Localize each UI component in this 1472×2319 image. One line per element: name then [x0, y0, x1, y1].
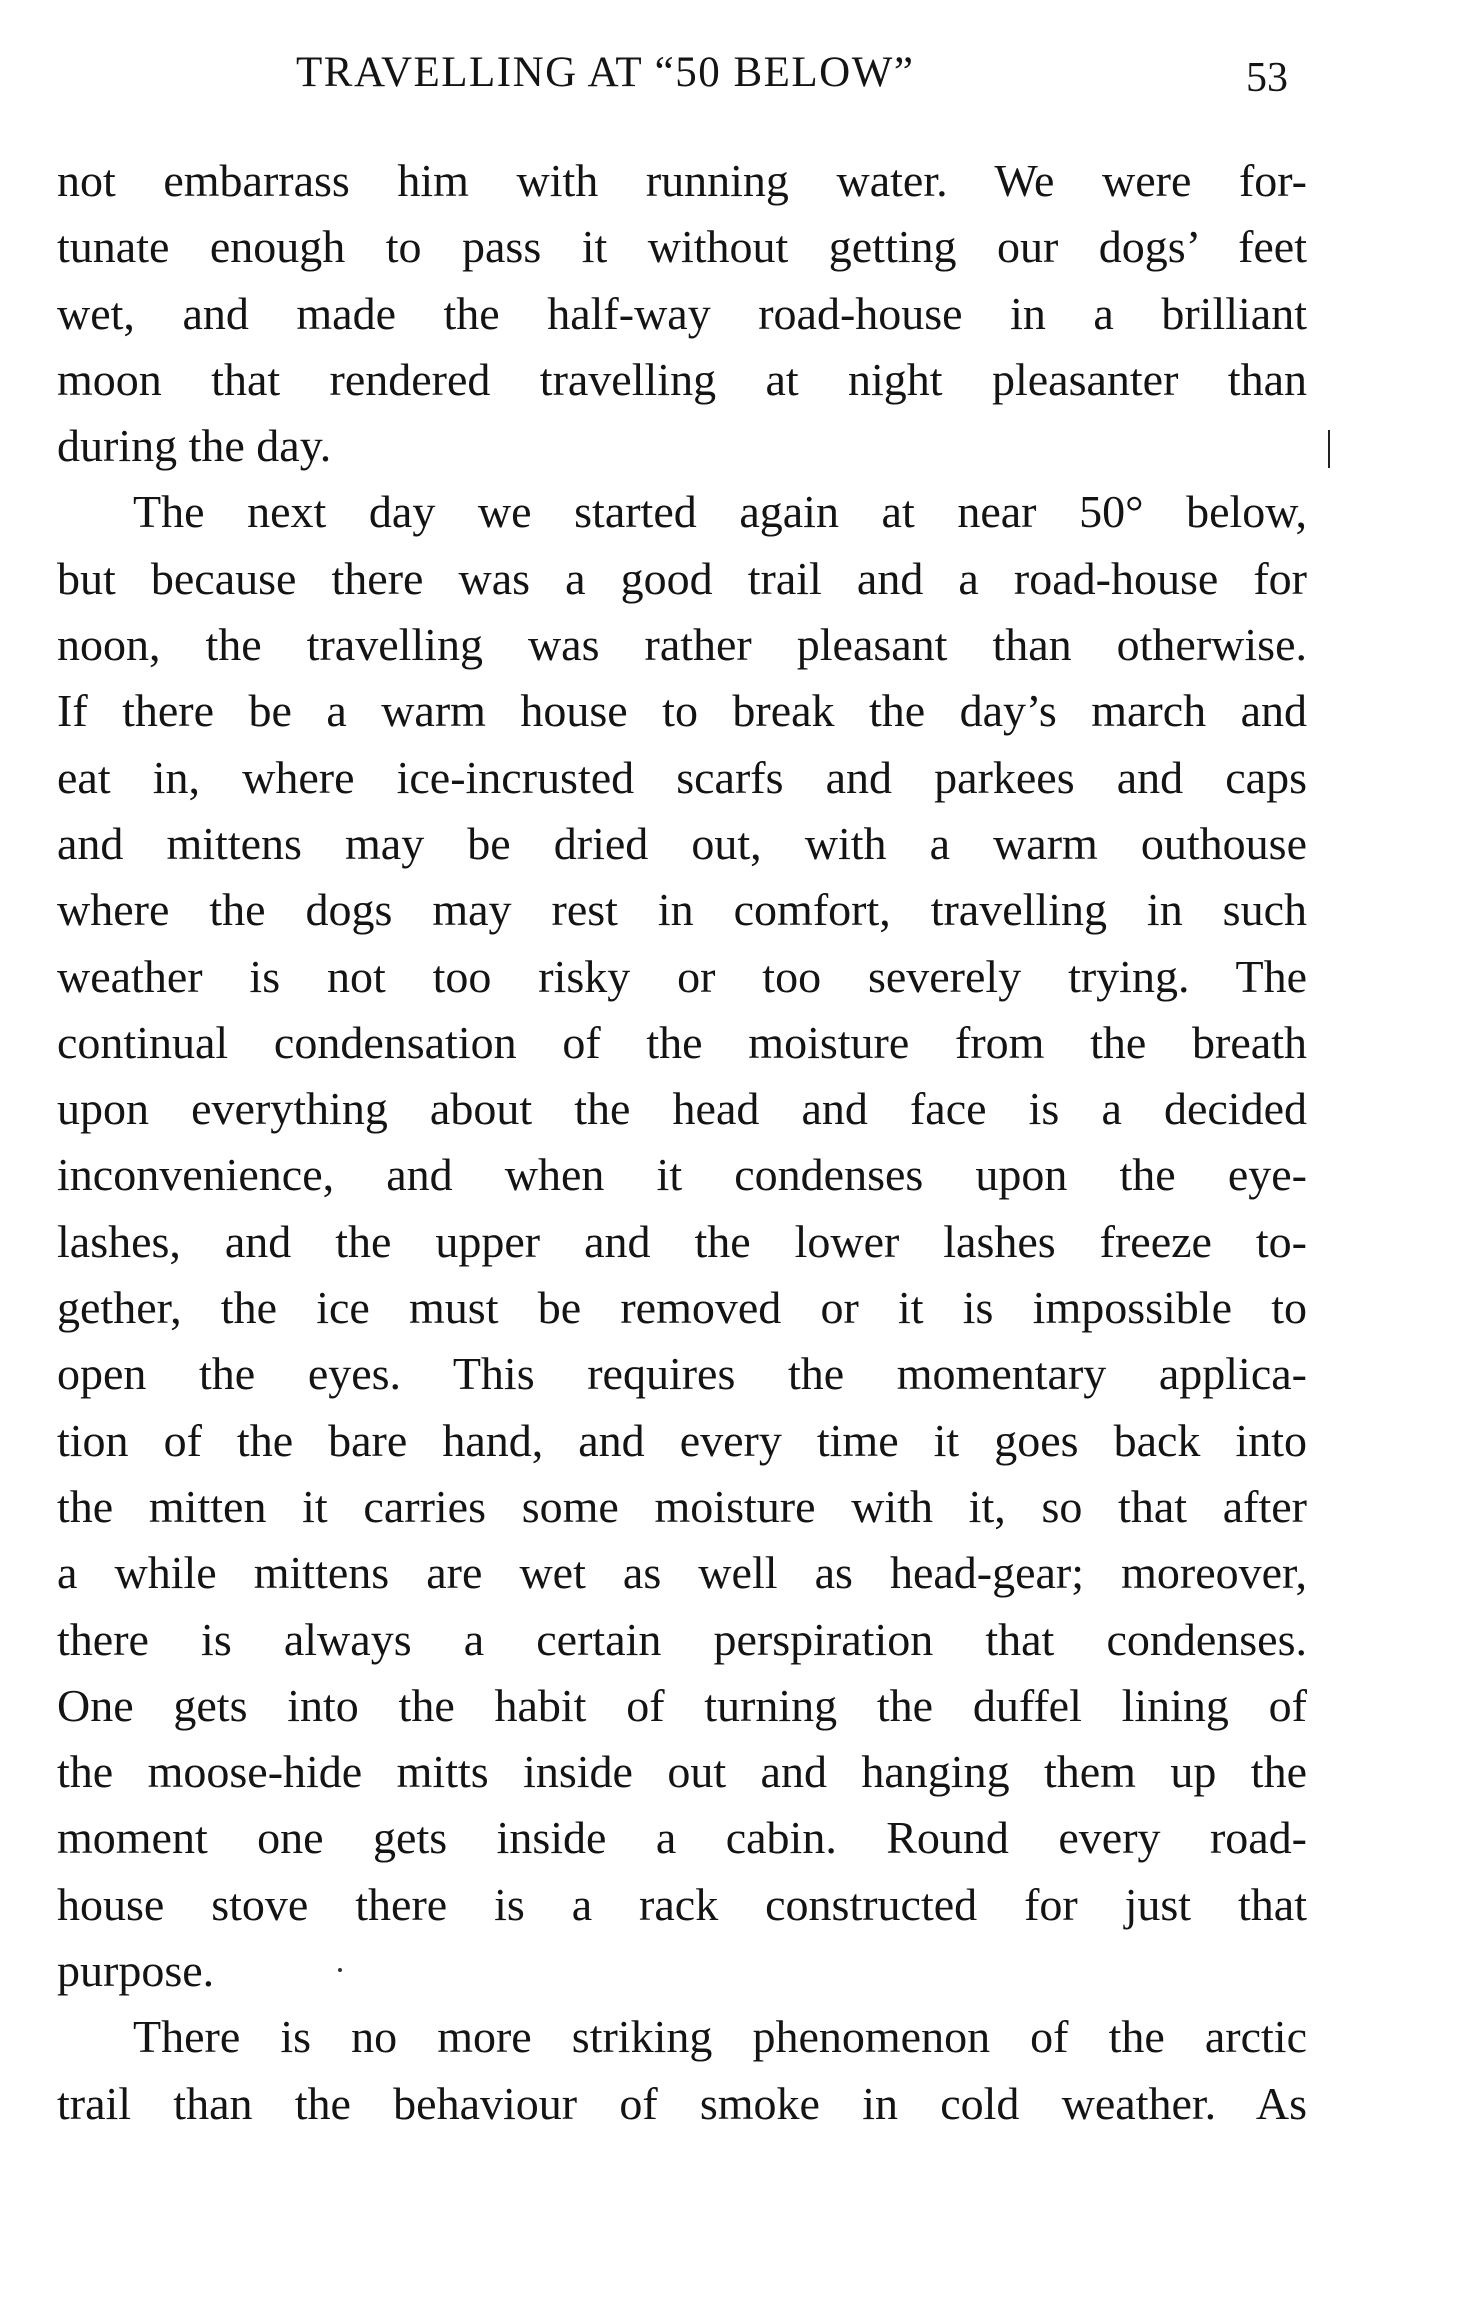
text-line: If there be a warm house to break the day’s march and: [57, 685, 1307, 737]
text-line: purpose.: [57, 1945, 215, 1997]
text-line: trail than the behaviour of smoke in cold weather. As: [57, 2077, 1307, 2129]
text-line: upon everything about the head and face is a decided: [57, 1083, 1307, 1135]
text-line: the mitten it carries some moisture with it, so that after: [57, 1480, 1307, 1532]
print-speck: [338, 1968, 342, 1972]
text-line: not embarrass him with running water. We were for-: [57, 155, 1307, 206]
text-line: there is always a certain perspiration that condenses.: [57, 1613, 1307, 1665]
text-line: but because there was a good trail and a road-house for: [57, 552, 1307, 604]
text-line: weather is not too risky or too severely trying. The: [57, 950, 1307, 1002]
text-line: The next day we started again at near 50° below,: [133, 486, 1307, 538]
text-line: house stove there is a rack constructed for just that: [57, 1878, 1307, 1930]
text-line: wet, and made the half-way road-house in a brilliant: [57, 287, 1307, 339]
page-number: 53: [1246, 55, 1288, 101]
running-title: TRAVELLING AT “50 BELOW”: [296, 49, 915, 96]
text-line: moon that rendered travelling at night pleasanter than: [57, 353, 1307, 405]
text-line: and mittens may be dried out, with a warm outhouse: [57, 817, 1307, 869]
text-line: eat in, where ice-incrusted scarfs and parkees and caps: [57, 751, 1307, 803]
text-line: moment one gets inside a cabin. Round every road-: [57, 1812, 1307, 1864]
text-line: There is no more striking phenomenon of the arctic: [133, 2011, 1307, 2063]
text-line: noon, the travelling was rather pleasant than otherwise.: [57, 619, 1307, 671]
text-line: One gets into the habit of turning the duffel lining of: [57, 1679, 1307, 1731]
text-line: during the day.: [57, 420, 332, 472]
text-line: the moose-hide mitts inside out and hanging them up the: [57, 1746, 1307, 1798]
text-line: where the dogs may rest in comfort, travelling in such: [57, 884, 1307, 936]
text-line: open the eyes. This requires the momentary applica-: [57, 1348, 1307, 1400]
text-line: inconvenience, and when it condenses upon the eye-: [57, 1149, 1307, 1201]
text-line: continual condensation of the moisture from the breath: [57, 1016, 1307, 1068]
margin-mark: [1328, 430, 1330, 468]
text-line: lashes, and the upper and the lower lashes freeze to-: [57, 1215, 1307, 1267]
body-text: [57, 148, 1307, 2137]
running-header: [0, 48, 1472, 108]
text-line: tunate enough to pass it without getting our dogs’ feet: [57, 221, 1307, 273]
text-line: tion of the bare hand, and every time it goes back into: [57, 1414, 1307, 1466]
text-line: a while mittens are wet as well as head-gear; moreover,: [57, 1547, 1307, 1599]
text-line: gether, the ice must be removed or it is impossible to: [57, 1282, 1307, 1334]
